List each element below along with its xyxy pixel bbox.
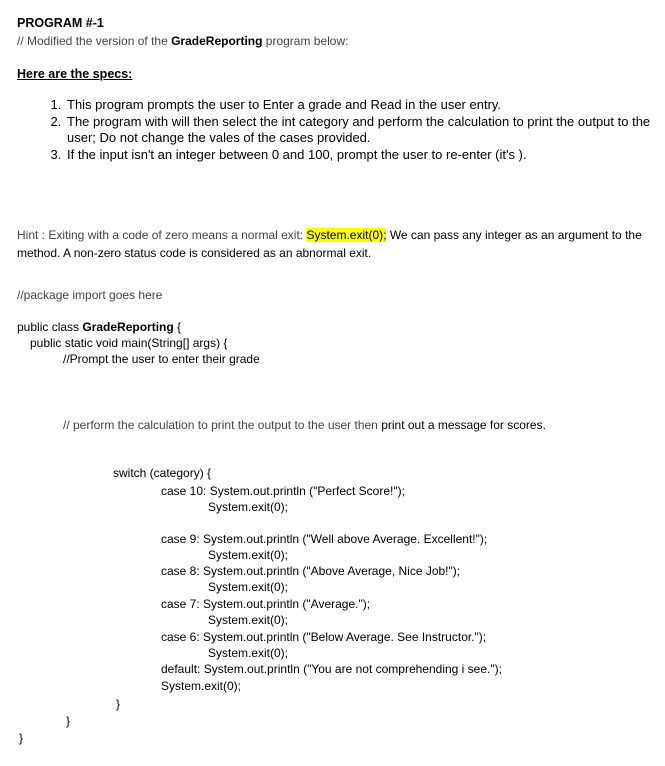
calc-comment-bold: print out a message for scores.	[381, 418, 546, 432]
page-title: PROGRAM #-1	[17, 16, 104, 30]
hint-prefix: Hint : Exiting with a code of zero means a normal exit:	[17, 228, 307, 242]
intro-line	[17, 34, 348, 49]
intro-prefix: // Modified the version of the	[17, 34, 172, 48]
hint-paragraph	[17, 226, 642, 262]
intro-program-name: GradeReporting	[171, 34, 263, 48]
case-8: case 8: System.out.println ("Above Average, Nice Job!");	[161, 564, 461, 578]
class-name: GradeReporting	[82, 320, 174, 334]
prompt-comment: //Prompt the user to enter their grade	[63, 352, 260, 366]
hint-suffix: We can pass any integer as an argument to the method. A non-zero status code is considered as an abnormal exit.	[17, 228, 642, 260]
exit-statement: System.exit(0);	[161, 679, 242, 693]
calc-comment	[63, 418, 546, 433]
main-signature: public static void main(String[] args) {	[30, 336, 228, 350]
case-7: case 7: System.out.println ("Average.");	[161, 597, 371, 611]
hint-code-highlight: System.exit(0);	[306, 228, 387, 242]
specs-heading: Here are the specs:	[17, 67, 133, 81]
exit-statement: System.exit(0);	[208, 500, 289, 514]
calc-comment-prefix: // perform the calculation to print the output to the user then	[63, 418, 382, 432]
spec-item-3: 3. If the input isn't an integer between 0 and 100, prompt the user to re-enter (it's ).	[65, 147, 655, 164]
class-close-brace: }	[19, 731, 24, 745]
case-6: case 6: System.out.println ("Below Average. See Instructor.");	[161, 630, 487, 644]
package-comment: //package import goes here	[17, 288, 163, 302]
exit-statement: System.exit(0);	[208, 613, 289, 627]
switch-line: switch (category) {	[113, 466, 212, 480]
spec-item-2: 2. The program with will then select the int category and perform the calculation to print the output to the user; Do not change the vales of the cases provided.	[65, 114, 655, 147]
case-10: case 10: System.out.println ("Perfect Score!");	[161, 484, 405, 498]
case-9: case 9: System.out.println ("Well above Average. Excellent!");	[161, 532, 488, 546]
main-close-brace: }	[66, 714, 71, 728]
exit-statement: System.exit(0);	[208, 646, 289, 660]
class-suffix: {	[173, 320, 182, 334]
spec-item-1: 1. This program prompts the user to Enter a grade and Read in the user entry.	[65, 97, 655, 114]
exit-statement: System.exit(0);	[208, 580, 289, 594]
specs-list	[37, 97, 655, 163]
switch-close-brace: }	[116, 697, 121, 711]
intro-suffix: program below:	[262, 34, 349, 48]
default-case: default: System.out.println ("You are not comprehending i see.");	[161, 662, 502, 676]
class-prefix: public class	[17, 320, 83, 334]
class-declaration	[17, 320, 181, 335]
exit-statement: System.exit(0);	[208, 548, 289, 562]
